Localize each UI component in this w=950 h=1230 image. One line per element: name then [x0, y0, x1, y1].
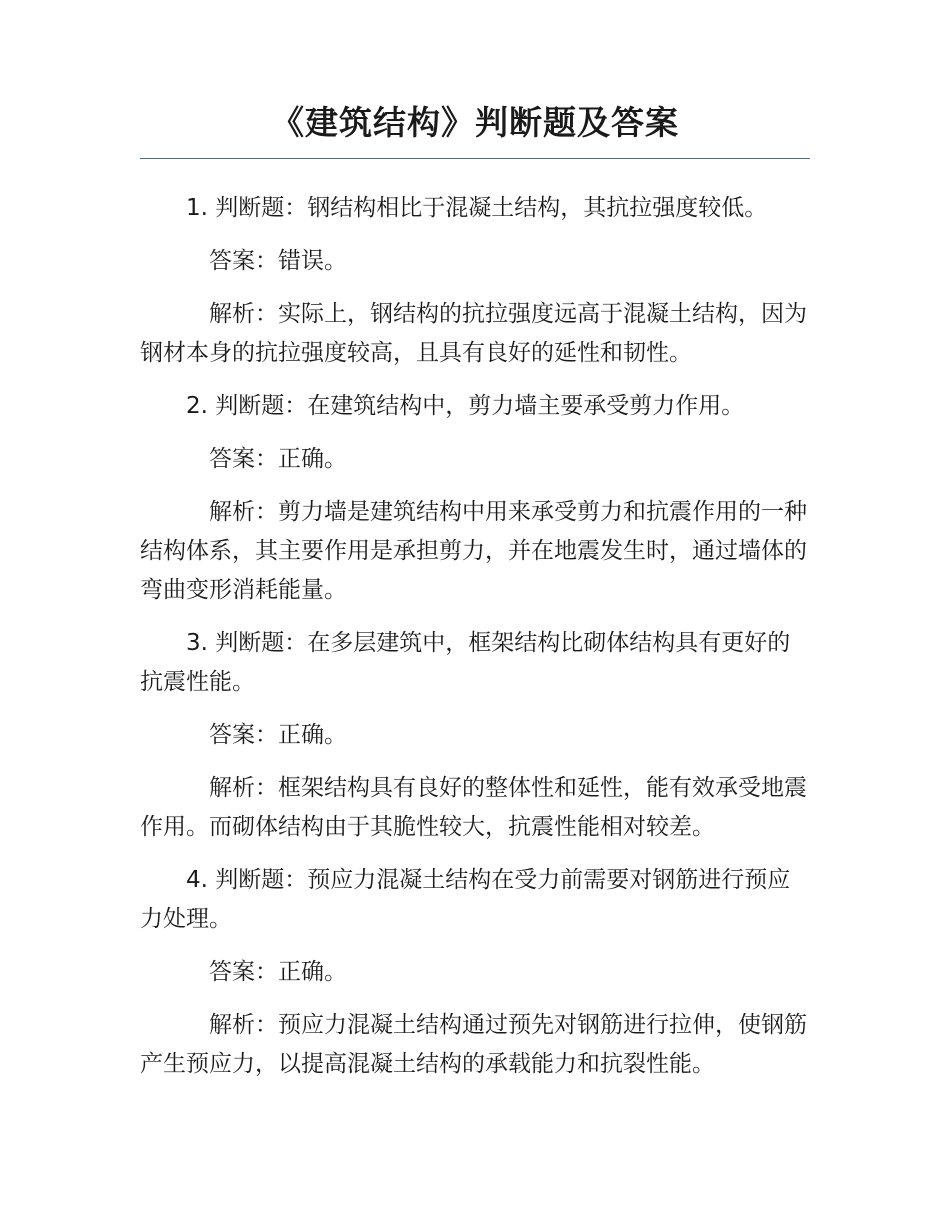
page-title: 《建筑结构》判断题及答案 — [271, 103, 679, 142]
question-block — [140, 624, 810, 847]
question-block — [140, 861, 810, 1084]
analysis-text: 解析：实际上，钢结构的抗拉强度远高于混凝土结构，因为钢材本身的抗拉强度较高，且具有良好的延性和韧性。 — [140, 301, 807, 366]
question-text: 4. 判断题：预应力混凝土结构在受力前需要对钢筋进行预应力处理。 — [140, 867, 791, 932]
analysis-text: 解析：剪力墙是建筑结构中用来承受剪力和抗震作用的一种结构体系，其主要作用是承担剪力，并在地震发生时，通过墙体的弯曲变形消耗能量。 — [140, 499, 807, 603]
question-block — [140, 189, 810, 373]
answer-text: 答案：正确。 — [209, 722, 347, 748]
answer-text: 答案：错误。 — [209, 248, 347, 274]
document-page — [140, 100, 810, 1098]
analysis-text: 解析：框架结构具有良好的整体性和延性，能有效承受地震作用。而砌体结构由于其脆性较大，抗震性能相对较差。 — [140, 775, 807, 840]
question-text: 3. 判断题：在多层建筑中，框架结构比砌体结构具有更好的抗震性能。 — [140, 630, 791, 695]
question-text: 1. 判断题：钢结构相比于混凝土结构，其抗拉强度较低。 — [186, 195, 768, 221]
question-text: 2. 判断题：在建筑结构中，剪力墙主要承受剪力作用。 — [186, 393, 745, 419]
title-divider — [140, 158, 810, 159]
answer-text: 答案：正确。 — [209, 959, 347, 985]
answer-text: 答案：正确。 — [209, 446, 347, 472]
question-block — [140, 387, 810, 610]
analysis-text: 解析：预应力混凝土结构通过预先对钢筋进行拉伸，使钢筋产生预应力，以提高混凝土结构的承载能力和抗裂性能。 — [140, 1012, 807, 1077]
